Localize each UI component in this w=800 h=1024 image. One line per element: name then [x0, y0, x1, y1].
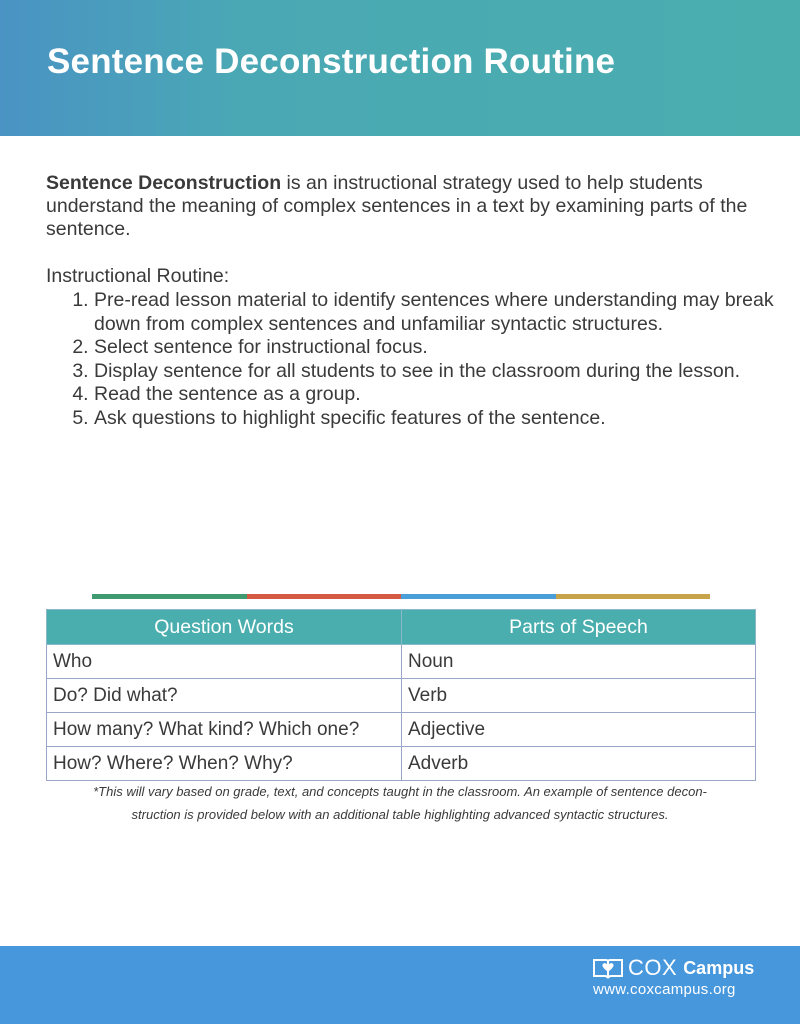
question-words-cell: How? Where? When? Why?: [47, 747, 402, 781]
footnote: [40, 780, 760, 826]
routine-step: 2. Select sentence for instructional focus.: [94, 336, 784, 360]
table-row: [47, 645, 756, 679]
footnote-line: *This will vary based on grade, text, and concepts taught in the classroom. An example of sentence decon-: [93, 784, 707, 799]
divider-segment: [401, 594, 556, 599]
part-of-speech-cell: Verb: [402, 679, 756, 713]
open-book-heart-icon: [593, 957, 623, 979]
table-header-cell: Parts of Speech: [402, 610, 756, 645]
question-words-cell: How many? What kind? Which one?: [47, 713, 402, 747]
part-of-speech-cell: Adverb: [402, 747, 756, 781]
intro-text: is an instructional strategy used to help students understand the meaning of complex sentences in a text by examining parts of the sentence.: [46, 172, 748, 240]
divider-segment: [556, 594, 711, 599]
table-header-cell: Question Words: [47, 610, 402, 645]
divider-segment: [92, 594, 247, 599]
intro-term: Sentence Deconstruction: [46, 172, 282, 194]
brand-name: COX: [628, 955, 678, 980]
question-words-table: [46, 609, 756, 781]
intro-paragraph: [46, 172, 766, 241]
routine-step: 5. Ask questions to highlight specific features of the sentence.: [94, 407, 784, 431]
part-of-speech-cell: Noun: [402, 645, 756, 679]
table-row: [47, 713, 756, 747]
routine-label: Instructional Routine:: [46, 265, 230, 287]
routine-step: 1. Pre-read lesson material to identify sentences where understanding may break down from complex sentences and unfamiliar syntactic structures.: [94, 289, 784, 336]
question-words-cell: Who: [47, 645, 402, 679]
routine-step: 3. Display sentence for all students to see in the classroom during the lesson.: [94, 360, 784, 384]
table-row: [47, 747, 756, 781]
color-divider: [92, 594, 710, 599]
footnote-line: struction is provided below with an additional table highlighting advanced syntactic structures.: [131, 807, 669, 822]
routine-steps: [46, 289, 784, 430]
table-header-row: [47, 610, 756, 645]
table-row: [47, 679, 756, 713]
divider-segment: [247, 594, 402, 599]
website-url[interactable]: www.coxcampus.org: [593, 981, 736, 998]
routine-step: 4. Read the sentence as a group.: [94, 383, 784, 407]
brand-suffix: Campus: [683, 958, 755, 978]
header-banner: [0, 0, 800, 136]
cox-campus-logo[interactable]: [593, 957, 754, 979]
part-of-speech-cell: Adjective: [402, 713, 756, 747]
page-title: Sentence Deconstruction Routine: [47, 42, 616, 81]
question-words-cell: Do? Did what?: [47, 679, 402, 713]
